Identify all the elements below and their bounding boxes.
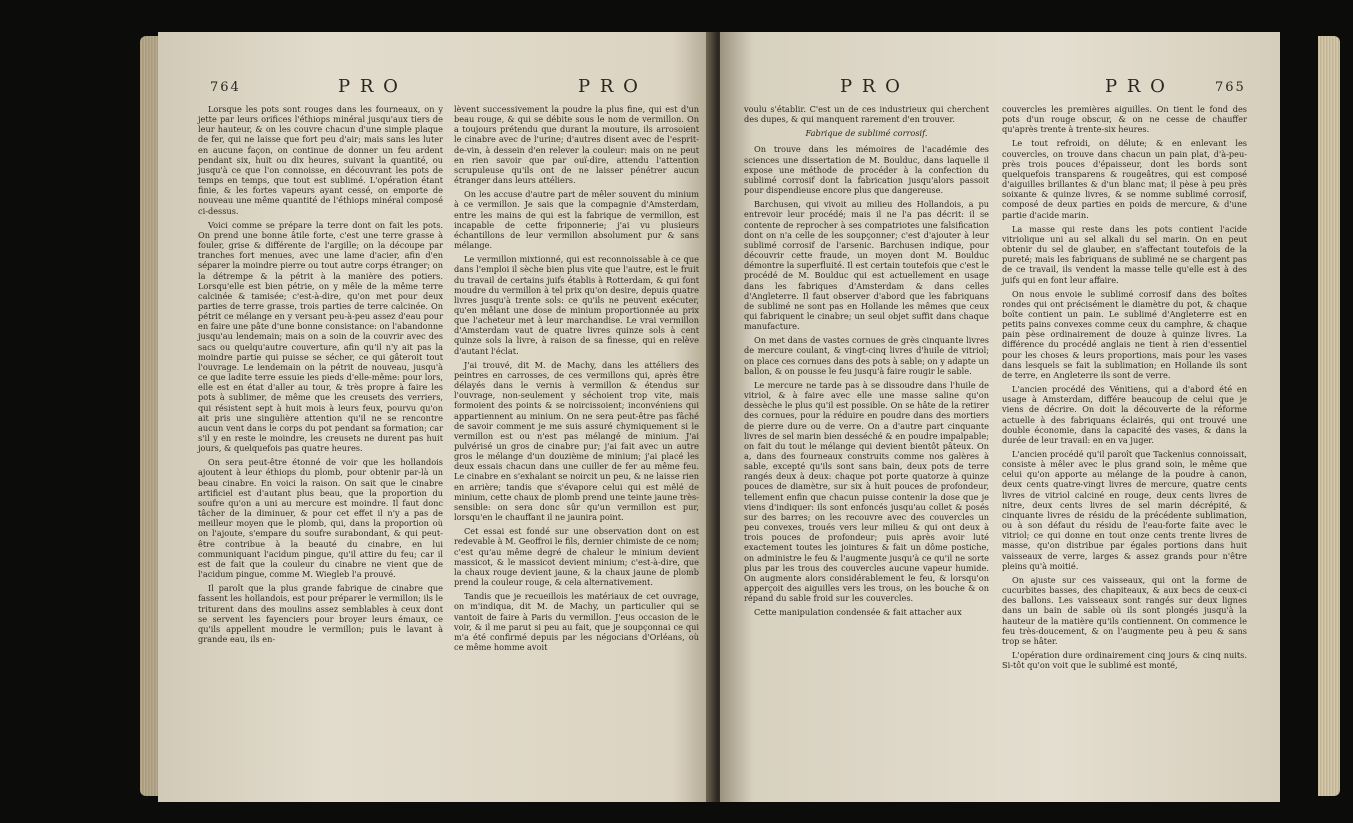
- paragraph: Lorsque les pots sont rouges dans les fourneaux, on y jette par leurs orifices l'éthiops minéral jusqu'aux tiers de leur hauteur, & on les couvre chacun d'une simple plaque de fer, qui ne laisse que fort peu d'air; mais sans les luter en aucune façon, on continue de donner un feu ardent pendant six, huit ou dix heures, suivant la quantité, ou jusqu'à ce que l'on connoisse, en découvrant les pots de temps en temps, que tout est sublimé. L'opération étant finie, & les fortes vapeurs ayant cessé, on emporte de nouveau une même quantité de l'éthiops minéral composé ci-dessus.: [198, 104, 443, 216]
- left-page-column-1: [198, 104, 443, 648]
- paragraph: Voici comme se prépare la terre dont on fait les pots. On prend une bonne âtile forte, c'est une terre grasse à fouler, grise & différente de l'argille; on la découpe par tranches fort menues, avec une lame d'acier, afin d'en séparer la moindre pierre ou tout autre corps étranger; on la détrempe & la pétrit à la manière des potiers. Lorsqu'elle est bien pétrie, on y mêle de la même terre calcinée & tamisée; c'est-à-dire, qu'on met pour deux parties de terre grasse, trois parties de terre calcinée. On pétrit ce mélange en y versant peu-à-peu assez d'eau pour en faire une pâte d'une bonne consistance: on l'abandonne jusqu'au lendemain; mais on a soin de la couvrir avec des sacs ou quelqu'autre couverture, afin qu'il n'y ait pas la moindre partie qui puisse se sécher, ce qui gâteroit tout l'ouvrage. Le lendemain on la pétrit de nouveau, jusqu'à ce que ladite terre essuie les pieds d'elle-même: pour lors, elle est en état d'aller au tour, & très propre à faire les pots à sublimer, de même que les creusets des verriers, qui résistent sept à huit mois à leurs feux, pourvu qu'on ait pris une singulière attention qu'il ne se rencontre aucun vent dans le corps du pot pendant sa formation; car s'il y en reste le moindre, les creusets ne durent pas huit jours, & quelquefois pas quatre heures.: [198, 219, 443, 454]
- right-header-left: P R O: [840, 76, 902, 97]
- paragraph: J'ai trouvé, dit M. de Machy, dans les attéliers des peintres en carrosses, de ces vermillons qui, après être délayés dans le vernis à vermillon & étendus sur l'ouvrage, non-seulement y séchoient trop vite, mais formoient des points & se noircissoient; inconvéniens qui appartiennent au minium. On ne sera peut-être pas fâché de savoir comment je me suis assuré chymiquement si le vermillon est ou n'est pas mélangé de minium. J'ai pulvérisé un gros de cinabre pur; j'ai fait avec un autre gros le mélange d'un douzième de minium; j'ai placé les deux essais chacun dans une cuiller de fer au même feu. Le cinabre en s'exhalant se noircit un peu, & ne laisse rien en arrière; tandis que s'évapore celui qui est mêlé de minium, cette chaux de plomb prend une teinte jaune très-sensible: on sera donc sûr qu'un vermillon est pur, lorsqu'en le chauffant il ne jaunira point.: [454, 359, 699, 523]
- right-header-right: P R O: [1105, 76, 1167, 97]
- paragraph: Barchusen, qui vivoit au milieu des Hollandois, a pu entrevoir leur procédé; mais il ne l'a pas décrit: il se contente de reprocher à ses compatriotes une falsification dont on n'a celle de les soupçonner; c'est d'ajouter à leur sublimé corrosif de l'arsenic. Barchusen indique, pour découvrir cette fraude, un moyen dont M. Boulduc démontre la superfluité. Il est certain toutefois que c'est le procédé de M. Boulduc qui est actuellement en usage dans les fabriques d'Amsterdam & dans celles d'Angleterre. Il faut observer d'abord que les fabriquans de sublimé ne sont pas en Hollande les mêmes que ceux qui fabriquent le cinabre; un seul objet suffit dans chaque manufacture.: [744, 199, 989, 332]
- right-page-column-1: [744, 104, 989, 622]
- paragraph: Cet essai est fondé sur une observation dont on est redevable à M. Geoffroi le fils, dernier chimiste de ce nom; c'est qu'au même degré de chaleur le minium devient massicot, & le massicot devient minium; c'est-à-dire, que la chaux rouge devient jaune, & la chaux jaune de plomb prend la couleur rouge, & cela alternativement.: [454, 526, 699, 588]
- left-header-left: P R O: [338, 76, 400, 97]
- paragraph: La masse qui reste dans les pots contient l'acide vitriolique uni au sel alkali du sel marin. On en peut obtenir du sel de glauber, en s'affectant toutefois de la pureté; mais les fabriquans de sublimé ne se chargent pas de ce travail, ils vendent la masse telle qu'elle est à des juifs qui en font leur affaire.: [1002, 223, 1247, 285]
- paragraph: lèvent successivement la poudre la plus fine, qui est d'un beau rouge, & qui se débite sous le nom de vermillon. On a toujours prétendu que durant la mouture, ils arrosoient le cinabre avec de l'urine; d'autres disent avec de l'esprit-de-vin, à dessein d'en relever la couleur: mais on ne peut en rien savoir que par ouï-dire, attendu l'attention scrupuleuse qu'ils ont de ne laisser pénétrer aucun étranger dans leurs attéliers.: [454, 104, 699, 186]
- paragraph: On nous envoie le sublimé corrosif dans des boîtes rondes qui ont précisément le diamètre du pot, & chaque boîte contient un pain. Le sublimé d'Angleterre est en petits pains convexes comme ceux du camphre, & chaque pain pèse ordinairement de douze à quinze livres. La différence du procédé anglais ne tient à rien d'essentiel pour les choses & leurs proportions, mais pour les vases dans lesquels se fait la sublimation; en Hollande ils sont de terre, en Angleterre ils sont de verre.: [1002, 288, 1247, 380]
- left-page-column-2: [454, 104, 699, 656]
- paragraph: Cette manipulation condensée & fait attacher aux: [754, 607, 962, 618]
- paragraph: L'ancien procédé des Vénitiens, qui a d'abord été en usage à Amsterdam, différe beaucoup de celui que je viens de décrire. On doit la découverte de la réforme actuelle à des fabriquans éclairés, qui ont trouvé une double économie, dans la capacité des vases, & dans la durée de leur travail: en en va juger.: [1002, 384, 1247, 445]
- paragraph: On ajuste sur ces vaisseaux, qui ont la forme de cucurbites basses, des chapiteaux, & aux becs de ceux-ci des ballons. Les vaisseaux sont rangés sur deux lignes dans un bain de sable où ils sont plongés jusqu'à la hauteur de la matière qu'ils contiennent. On commence le feu très-doucement, & on l'augmente peu à peu & sans trop se hâter.: [1002, 574, 1247, 646]
- paragraph: On les accuse d'autre part de mêler souvent du minium à ce vermillon. Je sais que la compagnie d'Amsterdam, entre les mains de qui est la fabrique de vermillon, est incapable de cette friponnerie; j'ai vu plusieurs échantillons de leur vermillon absolument pur & sans mélange.: [454, 189, 699, 251]
- left-running-head: [158, 76, 718, 100]
- paragraph: L'opération dure ordinairement cinq jours & cinq nuits. Si-tôt qu'on voit que le sublimé est monté,: [1002, 649, 1247, 671]
- right-page-edges: [1318, 36, 1340, 796]
- open-book: [140, 32, 1340, 807]
- paragraph: Le mercure ne tarde pas à se dissoudre dans l'huile de vitriol, & à faire avec elle une masse saline qu'on dessèche le plus qu'il est possible. On se hâte de la retirer des cornues, pour la réduire en poudre dans des mortiers de pierre dure ou de verre. On a d'autre part cinquante livres de sel marin bien desséché & en poudre impalpable; on fait du tout le mélange qui devient bientôt pâteux. On a, dans des fourneaux construits comme nos galères à sable, excepté qu'ils sont sans bain, deux pots de terre rangés deux à deux: chaque pot porte quatorze à quinze pouces de diamètre, sur six à huit pouces de profondeur, tellement enfin que chacun puisse contenir la dose que je viens d'indiquer: ils sont enfoncés jusqu'au collet & posés sur des barres; on les recouvre avec des couvercles un peu convexes, troués vers leur milieu & qui ont deux à trois pouces de profondeur; puis après avoir luté exactement toutes les jointures & fait un dôme postiche, on administre le feu & l'augmente jusqu'à ce qu'il ne sorte plus par les trous des couvercles aucune vapeur humide. On augmente alors considérablement le feu, & lorsqu'on apperçoit des aiguilles vers les trous, on les bouche & on répand du sable froid sur les couvercles.: [744, 379, 989, 604]
- left-header-right: P R O: [578, 76, 640, 97]
- section-heading: Fabrique de sublimé corrosif.: [805, 128, 928, 139]
- right-running-head: [720, 76, 1280, 100]
- right-page-column-2: [1002, 104, 1247, 674]
- right-page: [720, 32, 1280, 802]
- paragraph: On met dans de vastes cornues de grès cinquante livres de mercure coulant, & vingt-cinq livres d'huile de vitriol; on place ces cornues dans des pots à sable; on y adapte un ballon, & on pousse le feu jusqu'à faire rougir le sable.: [744, 335, 989, 376]
- paragraph: Le vermillon mixtionné, qui est reconnoissable à ce que dans l'emploi il sèche bien plus vite que l'autre, est le fruit du travail de certains juifs établis à Rotterdam, & qui font moudre du vermillon à tel prix qu'on desire, depuis quatre livres jusqu'à trente sols: ce qu'ils ne peuvent exécuter, qu'en mêlant une dose de minium proportionnée au prix que l'acheteur met à leur marchandise. Le vrai vermillon d'Amsterdam vaut de quatre livres quinze sols à cent quinze sols la livre, à raison de sa finesse, qui en relève d'autant l'éclat.: [454, 254, 699, 356]
- paragraph: Le tout refroidi, on délute; & en enlevant les couvercles, on trouve dans chacun un pain plat, d'à-peu-près trois pouces d'épaisseur, dont les bords sont quelquefois transparens & rougeâtres, qui est composé d'aiguilles brillantes & d'un blanc mat; il pèse à peu près soixante & quinze livres, & se nomme sublimé corrosif, composé de deux parties en poids de mercure, & d'une partie d'acide marin.: [1002, 138, 1247, 220]
- paragraph: L'ancien procédé qu'il paroît que Tackenius connoissait, consiste à mêler avec le plus grand soin, le même que celui qu'on apporte au mélange de la poudre à canon, deux cents quatre-vingt livres de mercure, quatre cents livres de vitriol calciné en rouge, deux cents livres de nitre, deux cents livres de sel marin décrépité, & cinquante livres de résidu de la précédente sublimation, ou à son défaut du résidu de l'eau-forte faite avec le vitriol; ce qui donne en tout onze cents trente livres de masse, qu'on distribue par égales portions dans huit vaisseaux de verre, larges & assez grands pour n'être pleins qu'à moitié.: [1002, 449, 1247, 571]
- paragraph: Tandis que je recueillois les matériaux de cet ouvrage, on m'indiqua, dit M. de Machy, un particulier qui se vantoit de faire à Paris du vermillon. J'eus occasion de le voir, & il me parut si peu au fait, que je soupçonnai ce qui m'a été confirmé depuis par les négocians d'Orléans, où ce même homme avoit: [454, 591, 699, 652]
- right-page-number: 765: [1215, 80, 1246, 95]
- paragraph: Il paroît que la plus grande fabrique de cinabre que fassent les hollandois, est pour préparer le vermillon; ils le triturent dans des moulins assez semblables à ceux dont se servent les fayenciers pour broyer leurs émaux, ce qu'ils appellent moudre le vermillon; puis le lavant à grande eau, ils en-: [198, 583, 443, 644]
- left-page-number: 764: [210, 80, 241, 95]
- left-page: [158, 32, 718, 802]
- paragraph: On sera peut-être étonné de voir que les hollandois ajoutent à leur éthiops du plomb, pour obtenir par-là un beau cinabre. En voici la raison. On sait que le cinabre artificiel est d'autant plus beau, que la proportion du soufre qu'on a uni au mercure est moindre. Il faut donc tâcher de la diminuer, & pour cet effet il n'y a pas de meilleur moyen que le plomb, qui, dans la proportion où on l'ajoute, s'empare du soufre surabondant, & qui peut-être contribue à la beauté du cinabre, en lui communiquant l'acidum pingue, qu'il attire du feu; car il est de fait que la couleur du cinabre ne vient que de l'acidum pingue, comme M. Wiegleb l'a prouvé.: [198, 457, 443, 580]
- paragraph: voulu s'établir. C'est un de ces industrieux qui cherchent des dupes, & qui manquent rarement d'en trouver.: [744, 104, 989, 125]
- paragraph: On trouve dans les mémoires de l'académie des sciences une dissertation de M. Boulduc, dans laquelle il expose une méthode de procéder à la confection du sublimé corrosif dont la fabrication jusqu'alors passoit pour dispendieuse encore plus que dangereuse.: [744, 144, 989, 196]
- paragraph: couvercles les premières aiguilles. On tient le fond des pots d'un rouge obscur, & on ne cesse de chauffer qu'après trente à trente-six heures.: [1002, 104, 1247, 135]
